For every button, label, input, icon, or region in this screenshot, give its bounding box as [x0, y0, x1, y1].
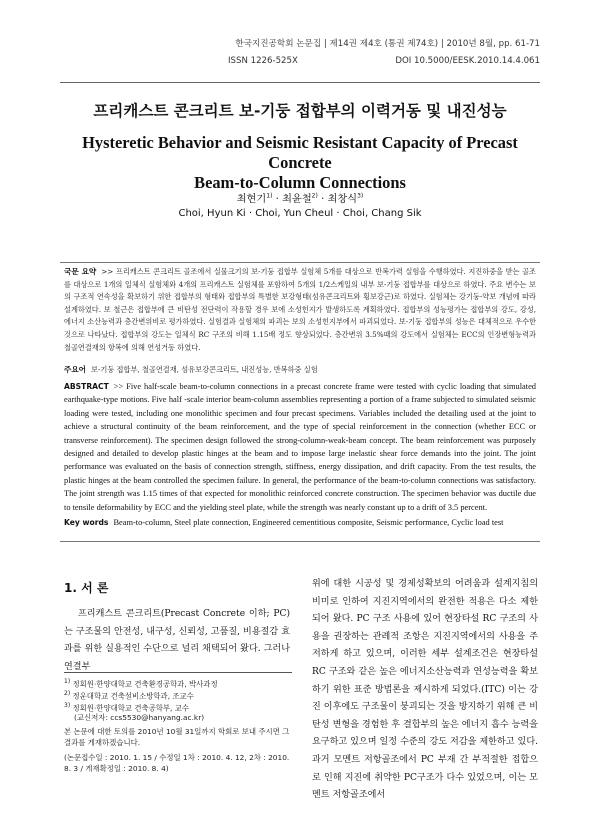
body-text-left-column: 프리캐스트 콘크리트(Precast Concrete 이하; PC)는 구조물의 안전성, 내구성, 신뢰성, 고품질, 비용절감 효과를 위한 실용적인 수단으로 널리 채택되어 왔다. 그러나 연결부 [64, 609, 290, 672]
footnote-3-number: 3) [64, 702, 71, 709]
discussion-note: 본 논문에 대한 토의를 2010년 10월 31일까지 학회로 보내 주시면 그 결과를 게재하겠습니다. [64, 727, 290, 748]
keywords-english [64, 518, 536, 527]
footnote-2-text: 정운대학교 건축설비소방학과, 조교수 [72, 691, 194, 701]
author-3-mark: 3) [357, 192, 364, 200]
keywords-english-label: Key words [64, 518, 109, 527]
author-separator: · [317, 194, 328, 205]
author-2: 최윤철 [282, 194, 312, 205]
title-english-line-1: Hysteretic Behavior and Seismic Resistant Capacity of Precast Concrete [82, 133, 518, 172]
footnote-2-number: 2) [64, 690, 71, 697]
keywords-english-text: Beam-to-column, Steel plate connection, Engineered cementitious composite, Seismic performance, Cyclic load test [113, 518, 504, 527]
keywords-korean-text: 보-기둥 접합부, 철골연결재, 섬유보강콘크리트, 내진성능, 반복하중 실험 [91, 365, 318, 374]
footnote-3-text: 정회원·한양대학교 건축공학부, 교수 [72, 703, 190, 713]
footnote-rule [64, 672, 292, 673]
author-separator: · [272, 194, 283, 205]
abstract-korean-label: 국문 요약 [64, 267, 97, 276]
body-text-right-column: 위에 대한 시공성 및 경제성확보의 어려움과 설계지침의 비미로 인하여 지진지역에서의 완전한 적용은 다소 제한되어 왔다. PC 구조 사용에 있어 현장타설 RC 구조의 사용을 권장하는 관례적 조항은 지진지역에서의 사용을 주저하게 하고 있으며, 이러한 세부 설계조건은 현장타설 RC 구조와 같은 높은 에너지소산능력과 연성능력을 확보하기 위한 표준 방법론을 제시하게 되었다.(ITC) 이는 강진 이후에도 구조물이 붕괴되는 것을 방지하기 위해 큰 비탄성 변형을 경험한 후 결합부의 높은 에너지 흡수 능력을 요구하고 있으며 일정 수준의 강도 저감을 제한하고 있다. 과거 모멘트 저항골조에서 PC 부재 간 부적절한 접합으로 인해 지진에 취약한 PC구조가 다수 있었으며, 이는 모멘트 저항골조에서 [312, 579, 538, 801]
keywords-korean [64, 364, 536, 375]
abstract-english [64, 380, 536, 514]
header-rule [60, 82, 540, 83]
corresponding-author-email: (교신저자: ccs5530@hanyang.ac.kr) [74, 713, 205, 722]
authors-korean [0, 190, 600, 205]
abstract-korean [64, 266, 536, 354]
section-heading-introduction: 1. 서 론 [64, 581, 109, 595]
issn: ISSN 1226-525X [228, 56, 298, 66]
journal-citation: 한국지진공학회 논문집 | 제14권 제4호 (통권 제74호) | 2010년 8월, pp. 61-71 [235, 39, 540, 49]
footnote-1-text: 정회원·한양대학교 건축환경공학과, 박사과정 [72, 679, 218, 689]
doi: DOI 10.5000/EESK.2010.14.4.061 [395, 56, 540, 66]
abstract-top-rule [60, 262, 540, 263]
author-1: 최현기 [236, 194, 267, 205]
abstract-english-text: >> Five half-scale beam-to-column connections in a precast concrete frame were tested with cyclic loading that simulated earthquake-type motions. Five half -scale interior beam-column assemblies representing a portion of a frame subjected to simulated seismic loading were tested, including one monolithic specimen and four precast specimens. Variables included the detailing used at the joint to achieve a structural continuity of the beam reinforcement, and the type of special reinforcement in the connection (whether ECC or transverse reinforcement). The specimen design followed the strong-column-weak-beam concept. The beam reinforcement was purposely designed and detailed to develop plastic hinges at the beam and to impose large inelastic shear force demands into the joint. The joint performance was evaluated on the basis of connection strength, stiffness, energy dissipation, and drift capacity. From the test results, the plastic hinges at the beam controlled the specimen failure. In general, the performance of the beam-to-column connections was satisfactory. The joint strength was 1.15 times of that expected for monolithic reinforced concrete construction. The specimen behavior was ductile due to tensile deformability by ECC and the yielding steel plate, while the strength was nearly constant up to a drift of 3.5 percent. [64, 382, 536, 512]
author-3: 최창식 [327, 194, 358, 205]
author-2-mark: 2) [311, 192, 318, 200]
issn-doi-line [60, 56, 540, 67]
keywords-korean-label: 주요어 [64, 365, 87, 374]
abstract-bottom-rule [60, 541, 540, 542]
submission-dates: (논문접수일 : 2010. 1. 15 / 수정일 1차 : 2010. 4. 12, 2차 : 2010. 8. 3 / 게재확정일 : 2010. 8. 4) [64, 753, 290, 774]
authors-english: Choi, Hyun Ki · Choi, Yun Cheul · Choi, Chang Sik [178, 208, 422, 219]
title-english-line-2: Beam-to-Column Connections [194, 173, 406, 192]
title-korean: 프리캐스트 콘크리트 보-기둥 접합부의 이력거동 및 내진성능 [93, 102, 507, 120]
author-1-mark: 1) [266, 192, 273, 200]
title-english [60, 133, 540, 193]
abstract-english-label: ABSTRACT [64, 382, 109, 391]
footnote-1-number: 1) [64, 678, 71, 685]
abstract-korean-text: >> 프리캐스트 콘크리트 골조에서 실물크기의 보-기둥 접합부 실험체 5개를 대상으로 반복가력 실험을 수행하였다. 지진하중을 받는 골조를 대상으로 1개의 일체식 실험체와 4개의 프리캐스트 실험체를 포함하여 5개의 1/2스케일의 내부 보-기둥 접합부를 대상으로 하였다. 주요 변수는 보의 구조적 연속성을 확보하기 위한 접합부의 형태와 접합부의 특별한 보강형태(섬유콘크리트와 횡보강근)로 하였다. 실험체는 강기둥-약보 개념에 따라 설계하였다. 보 철근은 접합부에 큰 비탄성 전단력이 작용할 경우 보에 소성힌지가 발생하도록 계획하였다. 접합부의 성능평가는 접합부의 강도, 강성, 에너지 소산능력과 층간변위비로 평가하였다. 실험결과 실험체의 파괴는 보의 소성힌지부에서 파괴되었다. 보-기둥 접합부의 성능은 대체적으로 우수한 것으로 나타났다. 접합부의 강도는 일체식 RC 구조의 비해 1.15배 정도 향상되었다. 층간변위 3.5%때의 강도에서 실험체는 ECC의 인장변형능력과 철골연결재의 항복에 의해 연성거동 하였다. [64, 267, 536, 352]
